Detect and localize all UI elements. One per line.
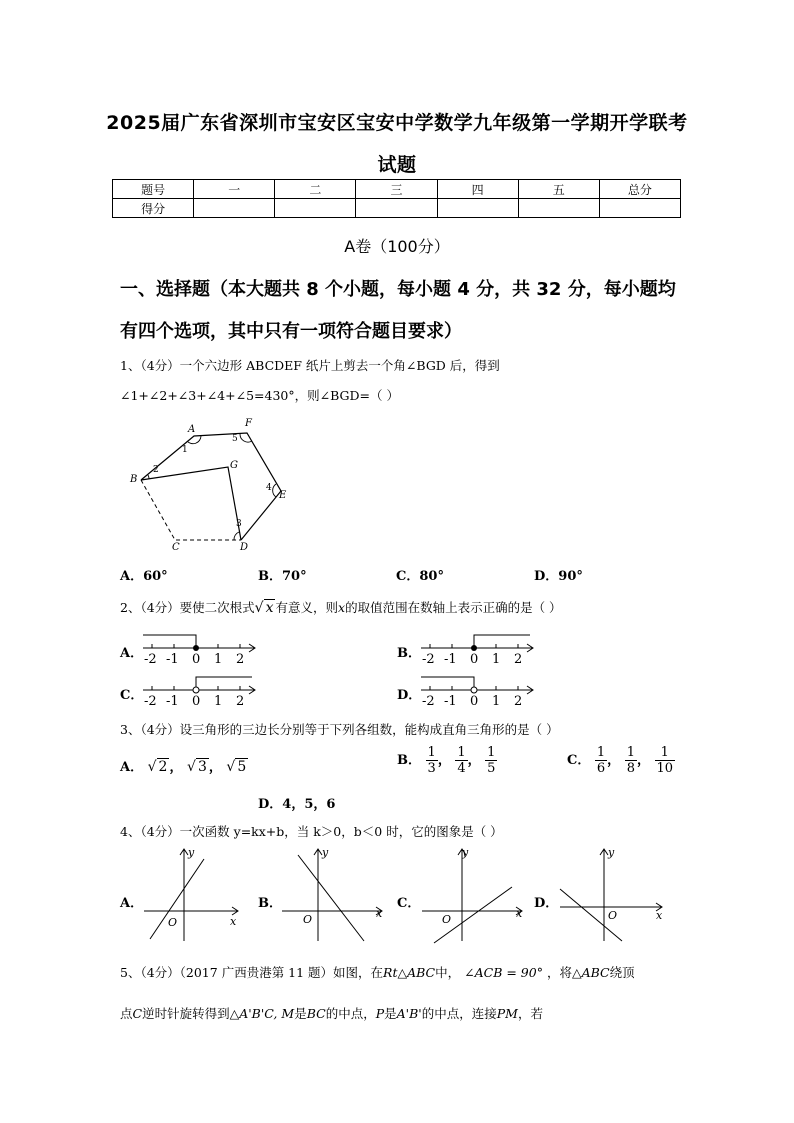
q5-text: 绕顶 xyxy=(609,965,635,980)
x-axis-label: x xyxy=(656,909,663,922)
origin-label: O xyxy=(608,909,618,922)
fraction: $\frac{1}{5}$ xyxy=(487,745,496,776)
q2-option-d-letter[interactable]: D． xyxy=(397,688,422,703)
q5-math: △A'B'C, M xyxy=(229,1006,295,1021)
q1-option-d-value: 90° xyxy=(558,569,583,584)
score-input-5[interactable] xyxy=(518,199,599,218)
q2-option-b-letter[interactable]: B． xyxy=(397,646,421,661)
q5-text: 5、（4分）（2017 广西贵港第 11 题）如图，在 xyxy=(120,965,384,980)
q5-text: ，若 xyxy=(517,1006,543,1021)
score-input-1[interactable] xyxy=(194,199,275,218)
section1-heading-line1: 一、选择题（本大题共 8 个小题，每小题 4 分，共 32 分，每小题均 xyxy=(120,279,676,300)
q1-option-b-letter: B． xyxy=(258,569,282,584)
score-input-total[interactable] xyxy=(599,199,680,218)
origin-label: O xyxy=(303,913,313,926)
q1-option-c[interactable] xyxy=(396,565,444,584)
score-input-4[interactable] xyxy=(437,199,518,218)
tick-label: -1 xyxy=(444,694,457,708)
q2-stem-mid: 有意义，则 xyxy=(275,600,338,615)
q3-stem: 3、（4分）设三角形的三边长分别等于下列各组数，能构成直角三角形的是（ ） xyxy=(120,722,559,737)
q2-numberline-a xyxy=(140,630,262,666)
q4-stem: 4、（4分）一次函数 y=kx+b，当 k＞0，b＜0 时，它的图象是（ ） xyxy=(120,824,503,839)
tick-label: 1 xyxy=(492,652,501,666)
q1-option-b[interactable] xyxy=(258,565,307,584)
label-E: E xyxy=(279,490,287,501)
q5-text: 点 xyxy=(120,1006,133,1021)
q2-var: x xyxy=(338,600,346,615)
open-dot-icon xyxy=(471,687,477,693)
tick-label: -1 xyxy=(444,652,457,666)
score-cell-total: 总分 xyxy=(599,180,680,199)
q2-radicand: x xyxy=(265,600,274,616)
y-axis-label: y xyxy=(188,846,195,859)
document-title-line2: 试题 xyxy=(377,154,417,176)
origin-label: O xyxy=(168,916,178,929)
q5-text: 是 xyxy=(384,1006,397,1021)
label-angle-2: 2 xyxy=(153,465,159,475)
tick-label: 0 xyxy=(470,652,479,666)
q2-stem xyxy=(120,598,562,616)
label-angle-1: 1 xyxy=(182,445,188,455)
fraction: $\frac{1}{4}$ xyxy=(457,745,466,776)
q3-option-a-letter: A． xyxy=(120,760,144,775)
q5-math: C xyxy=(132,1006,143,1021)
q2-numberline-b xyxy=(418,630,540,666)
score-table xyxy=(112,179,681,218)
q5-math: PM xyxy=(496,1006,518,1021)
fraction: $\frac{1}{6}$ xyxy=(596,745,606,776)
closed-dot-icon xyxy=(193,645,199,651)
tick-label: 2 xyxy=(236,694,245,708)
q1-option-a-letter: A． xyxy=(120,569,144,584)
q5-text: 中， xyxy=(435,965,461,980)
separator: ， xyxy=(208,760,222,775)
q3-option-c-letter: C． xyxy=(567,753,591,768)
q1-option-c-value: 80° xyxy=(419,569,444,584)
section1-heading-line2: 有四个选项，其中只有一项符合题目要求） xyxy=(120,321,462,342)
roll-title: A卷（100分） xyxy=(344,237,450,256)
label-angle-5: 5 xyxy=(232,434,238,444)
x-axis-label: x xyxy=(376,907,383,920)
label-A: A xyxy=(188,424,196,435)
q4-option-c-letter[interactable]: C． xyxy=(397,896,421,911)
label-angle-3: 3 xyxy=(236,519,242,529)
label-angle-4: 4 xyxy=(266,483,272,493)
origin-label: O xyxy=(442,913,452,926)
q5-stem-line2 xyxy=(120,1004,543,1022)
q1-option-d-letter: D． xyxy=(534,569,559,584)
q3-option-d-value: 4，5，6 xyxy=(282,797,336,812)
q1-option-a[interactable] xyxy=(120,565,168,584)
q4-option-a-letter[interactable]: A． xyxy=(120,896,144,911)
q5-text: 的中点， xyxy=(325,1006,376,1021)
separator: ， xyxy=(169,760,183,775)
tick-label: -2 xyxy=(144,694,157,708)
q3-a-radicand-3: 5 xyxy=(237,759,247,775)
label-C: C xyxy=(172,542,180,553)
q5-text: 是 xyxy=(294,1006,307,1021)
q3-option-a[interactable]: A． √ 2 ， √ 3 ， √ 5 xyxy=(120,759,247,775)
q2-sqrt: √ x xyxy=(254,600,274,616)
y-axis-label: y xyxy=(608,846,615,859)
score-table-score-row xyxy=(113,199,681,218)
score-cell-5: 五 xyxy=(518,180,599,199)
q3-a-radicand-2: 3 xyxy=(197,759,207,775)
q5-text: 的中点，连接 xyxy=(421,1006,497,1021)
q2-numberline-d xyxy=(418,672,540,708)
label-B: B xyxy=(130,474,138,485)
q5-math: △ABC xyxy=(571,965,610,980)
q1-option-c-letter: C． xyxy=(396,569,420,584)
tick-label: -2 xyxy=(144,652,157,666)
q1-option-d[interactable] xyxy=(534,565,583,584)
label-F: F xyxy=(245,418,252,429)
score-cell-3: 三 xyxy=(356,180,437,199)
q3-option-c[interactable]: C． $\frac{1}{6}$ ， $\frac{1}{8}$ ， $\frac{1}{10}$ xyxy=(567,745,674,776)
q3-a-radicand-1: 2 xyxy=(158,759,168,775)
tick-label: 2 xyxy=(514,652,523,666)
x-axis-label: x xyxy=(230,915,237,928)
y-axis-label: y xyxy=(462,846,469,859)
q1-hexagon-figure xyxy=(128,414,298,554)
q5-math: Rt△ABC xyxy=(383,965,436,980)
document-title-line1: 2025届广东省深圳市宝安区宝安中学数学九年级第一学期开学联考 xyxy=(106,112,688,134)
score-input-2[interactable] xyxy=(275,199,356,218)
tick-label: -1 xyxy=(166,652,179,666)
q3-option-d[interactable] xyxy=(258,793,335,812)
q3-option-b[interactable]: B． $\frac{1}{3}$ ， $\frac{1}{4}$ ， $\frac{1}{5}$ xyxy=(397,745,496,776)
tick-label: 0 xyxy=(192,652,201,666)
q5-math: BC xyxy=(306,1006,326,1021)
q4-graph-c xyxy=(418,845,528,945)
q1-option-a-value: 60° xyxy=(143,569,168,584)
tick-label: 0 xyxy=(470,694,479,708)
fraction: $\frac{1}{3}$ xyxy=(427,745,436,776)
q1-option-b-value: 70° xyxy=(282,569,307,584)
score-row-label: 得分 xyxy=(113,199,194,218)
q2-option-c-letter[interactable]: C． xyxy=(120,688,144,703)
q4-option-b-letter[interactable]: B． xyxy=(258,896,282,911)
tick-label: 0 xyxy=(192,694,201,708)
tick-label: -1 xyxy=(166,694,179,708)
tick-label: 1 xyxy=(214,652,223,666)
q4-graph-b xyxy=(278,845,388,945)
score-cell-4: 四 xyxy=(437,180,518,199)
tick-label: -2 xyxy=(422,694,435,708)
x-axis-label: x xyxy=(516,907,523,920)
y-axis-label: y xyxy=(322,846,329,859)
q4-graph-a xyxy=(140,845,242,945)
closed-dot-icon xyxy=(471,645,477,651)
q5-stem-line1 xyxy=(120,963,635,981)
q5-text: 逆时针旋转得到 xyxy=(142,1006,230,1021)
q1-stem-line1: 1、（4分）一个六边形 ABCDEF 纸片上剪去一个角∠BGD 后，得到 xyxy=(120,358,500,373)
open-dot-icon xyxy=(193,687,199,693)
tick-label: 1 xyxy=(492,694,501,708)
q1-stem-line2: ∠1+∠2+∠3+∠4+∠5=430°，则∠BGD=（ ） xyxy=(120,388,399,403)
score-cell-2: 二 xyxy=(275,180,356,199)
q3-option-b-letter: B． xyxy=(397,753,421,768)
tick-label: 1 xyxy=(214,694,223,708)
label-G: G xyxy=(230,460,238,471)
q5-math: P xyxy=(375,1006,385,1021)
q2-stem-post: 的取值范围在数轴上表示正确的是（ ） xyxy=(345,600,562,615)
label-D: D xyxy=(240,542,249,553)
q2-option-a-letter[interactable]: A． xyxy=(120,646,144,661)
q2-stem-pre: 2、（4分）要使二次根式 xyxy=(120,600,255,615)
q2-numberline-c xyxy=(140,672,262,708)
q4-option-d-letter[interactable]: D． xyxy=(534,896,559,911)
score-input-3[interactable] xyxy=(356,199,437,218)
score-cell-1: 一 xyxy=(194,180,275,199)
fraction: $\frac{1}{8}$ xyxy=(626,745,635,776)
fraction: $\frac{1}{10}$ xyxy=(656,745,674,776)
tick-label: 2 xyxy=(236,652,245,666)
tick-label: -2 xyxy=(422,652,435,666)
q5-math: ∠ACB = 90° xyxy=(464,965,543,980)
score-table-header-row xyxy=(113,180,681,199)
tick-label: 2 xyxy=(514,694,523,708)
q5-text: ，将 xyxy=(546,965,572,980)
q5-math: A'B' xyxy=(396,1006,422,1021)
q4-graph-d xyxy=(556,845,668,945)
score-cell-label: 题号 xyxy=(113,180,194,199)
q3-option-d-letter: D． xyxy=(258,797,283,812)
